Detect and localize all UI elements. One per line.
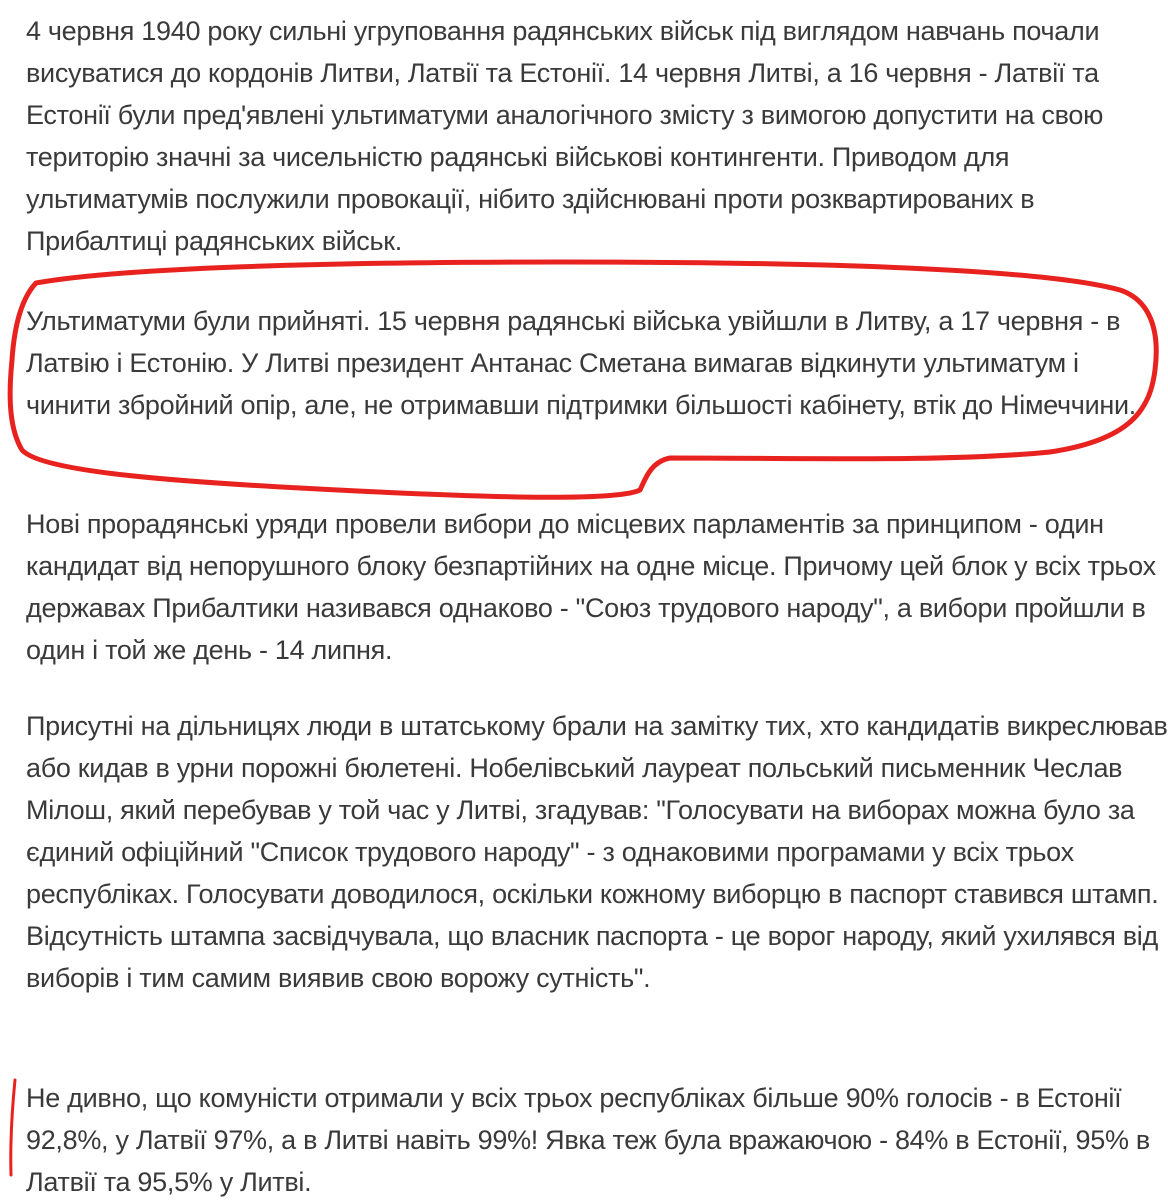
paragraph-ultimatums-intro: 4 червня 1940 року сильні угруповання радянських військ під виглядом навчань почали висуватися до кордонів Литви, Латвії та Естонії. 14 червня Литві, а 16 червня - Латвії та Естонії були пред'явлені ультиматуми аналогічного змісту з вимогою допустити на свою територію значні за чисельністю радянські військові контингенти. Приводом для ультиматумів послужили провокації, нібито здійснювані проти розквартированих в Прибалтиці радянських військ. xyxy=(26,16,1104,256)
paragraph-elections: Нові прорадянські уряди провели вибори до місцевих парламентів за принципом - один кандидат від непорушного блоку безпартійних на одне місце. Причому цей блок у всіх трьох державах Прибалтики називався однаково - "Союз трудового народу", а вибори пройшли в один і той же день - 14 липня. xyxy=(26,509,1156,665)
margin-mark xyxy=(11,1080,15,1175)
paragraph-milosz-quote: Присутні на дільницях люди в штатському брали на замітку тих, хто кандидатів викреслював або кидав в урни порожні бюлетені. Нобелівський лауреат польський письменник Чеслав Мілош, який перебував у той час у Литві, згадував: "Голосувати на виборах можна було за єдиний офіційний "Список трудового народу" - з однаковими програмами у всіх трьох республіках. Голосувати доводилося, оскільки кожному виборцю в паспорт ставився штамп. Відсутність штампа засвідчувала, що власник паспорта - це ворог народу, який ухилявся від виборів і тим самим виявив свою ворожу сутність". xyxy=(26,711,1168,993)
paragraph-ultimatums-accepted: Ультиматуми були прийняті. 15 червня радянські війська увійшли в Литву, а 17 червня - в Латвію і Естонію. У Литві президент Антанас Сметана вимагав відкинути ультиматум і чинити збройний опір, але, не отримавши підтримки більшості кабінету, втік до Німеччини. xyxy=(26,306,1136,420)
paragraph-vote-results: Не дивно, що комуністи отримали у всіх трьох республіках більше 90% голосів - в Естонії 92,8%, у Латвії 97%, а в Литві навіть 99%! Явка теж була вражаючою - 84% в Естонії, 95% в Латвії та 95,5% у Литві. xyxy=(26,1083,1150,1197)
